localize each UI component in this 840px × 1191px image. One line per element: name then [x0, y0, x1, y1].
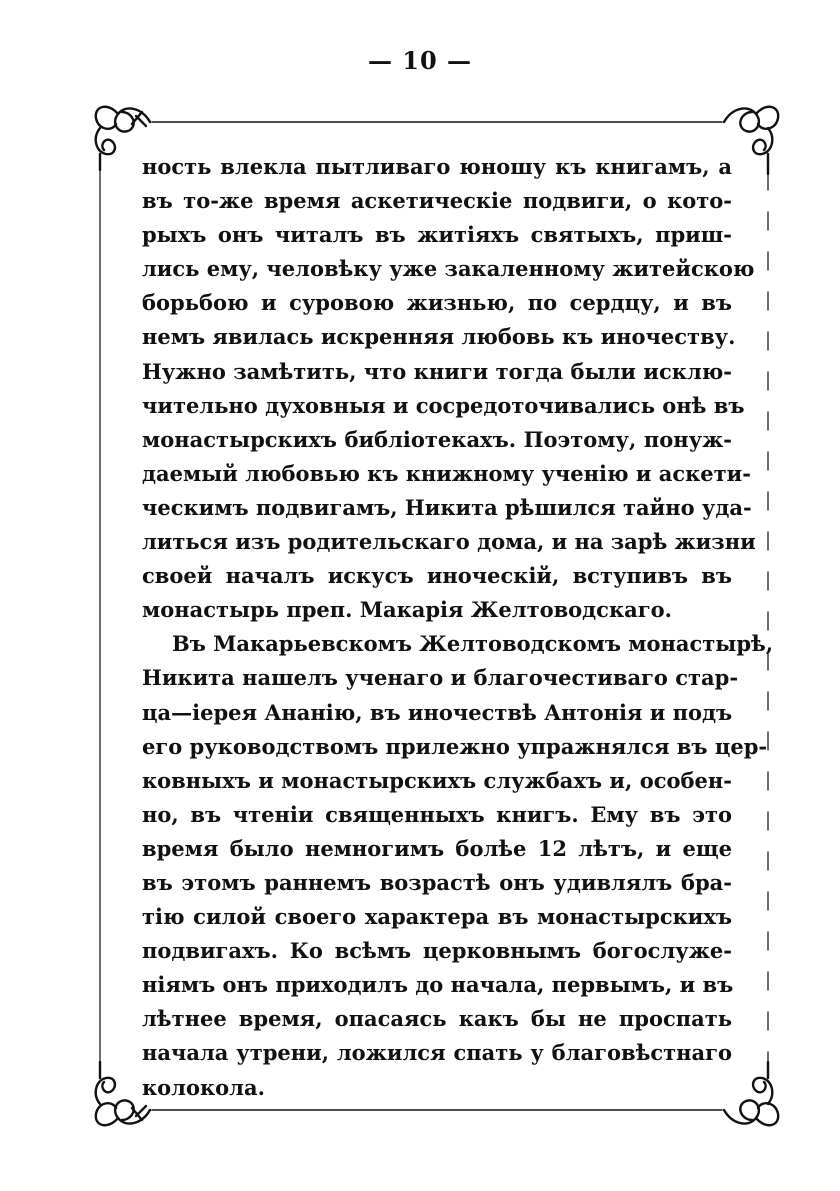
- text-line: его руководствомъ прилежно упражнялся въ цер-: [142, 733, 768, 759]
- text-line: Нужно замѣтить, что книги тогда были исклю-: [142, 358, 732, 384]
- flourish-bottom-right-icon: [724, 1062, 778, 1125]
- page-number: — 10 —: [367, 46, 473, 75]
- text-line: даемый любовью къ книжному ученію и аскети-: [142, 460, 751, 486]
- text-line: ца—іерея Ананію, въ иночествѣ Антонія и подъ: [142, 699, 733, 725]
- text-line: время было немногимъ болѣе 12 лѣтъ, и еще: [142, 835, 732, 861]
- text-line: своей началъ искусъ иноческій, вступивъ въ: [142, 563, 732, 589]
- text-line: тію силой своего характера въ монастырскихъ: [142, 904, 732, 930]
- flourish-top-right-icon: [724, 107, 778, 174]
- text-line-paragraph-start: Въ Макарьевскомъ Желтоводскомъ монастырѣ,: [172, 631, 774, 657]
- text-line: въ этомъ раннемъ возрастѣ онъ удивлялъ бра-: [142, 869, 732, 895]
- text-line: ніямъ онъ приходилъ до начала, первымъ, и въ: [142, 972, 734, 998]
- text-line: литься изъ родительскаго дома, и на зарѣ жизни: [142, 529, 756, 555]
- text-line: ковныхъ и монастырскихъ службахъ и, особен-: [142, 767, 732, 793]
- text-line: немъ явилась искренняя любовь къ иночеству.: [142, 324, 736, 350]
- text-line: борьбою и суровою жизнью, по сердцу, и въ: [142, 290, 732, 316]
- text-line: монастырскихъ библіотекахъ. Поэтому, понуж-: [142, 426, 732, 452]
- text-line: Никита нашелъ ученаго и благочестиваго стар-: [142, 665, 739, 691]
- text-line: монастырь преп. Макарія Желтоводскаго.: [142, 597, 672, 623]
- text-line: лѣтнее время, опасаясь какъ бы не проспать: [142, 1006, 732, 1032]
- text-line: рыхъ онъ читалъ въ житіяхъ святыхъ, приш-: [142, 222, 732, 248]
- text-line: лись ему, человѣку уже закаленному житейскою: [142, 256, 755, 282]
- text-line: ность влекла пытливаго юношу къ книгамъ, а: [142, 154, 732, 179]
- text-line: но, въ чтеніи священныхъ книгъ. Ему въ это: [142, 801, 732, 827]
- text-line: чительно духовныя и сосредоточивались онѣ въ: [142, 392, 745, 418]
- text-line: начала утрени, ложился спать у благовѣстнаго: [142, 1040, 732, 1066]
- text-line: подвигахъ. Ко всѣмъ церковнымъ богослуже-: [142, 938, 732, 964]
- text-line: въ то-же время аскетическіе подвиги, о кото-: [142, 188, 732, 214]
- body-text: [142, 150, 774, 1105]
- text-line: ческимъ подвигамъ, Никита рѣшился тайно уда-: [142, 494, 752, 520]
- text-line: колокола.: [142, 1074, 265, 1100]
